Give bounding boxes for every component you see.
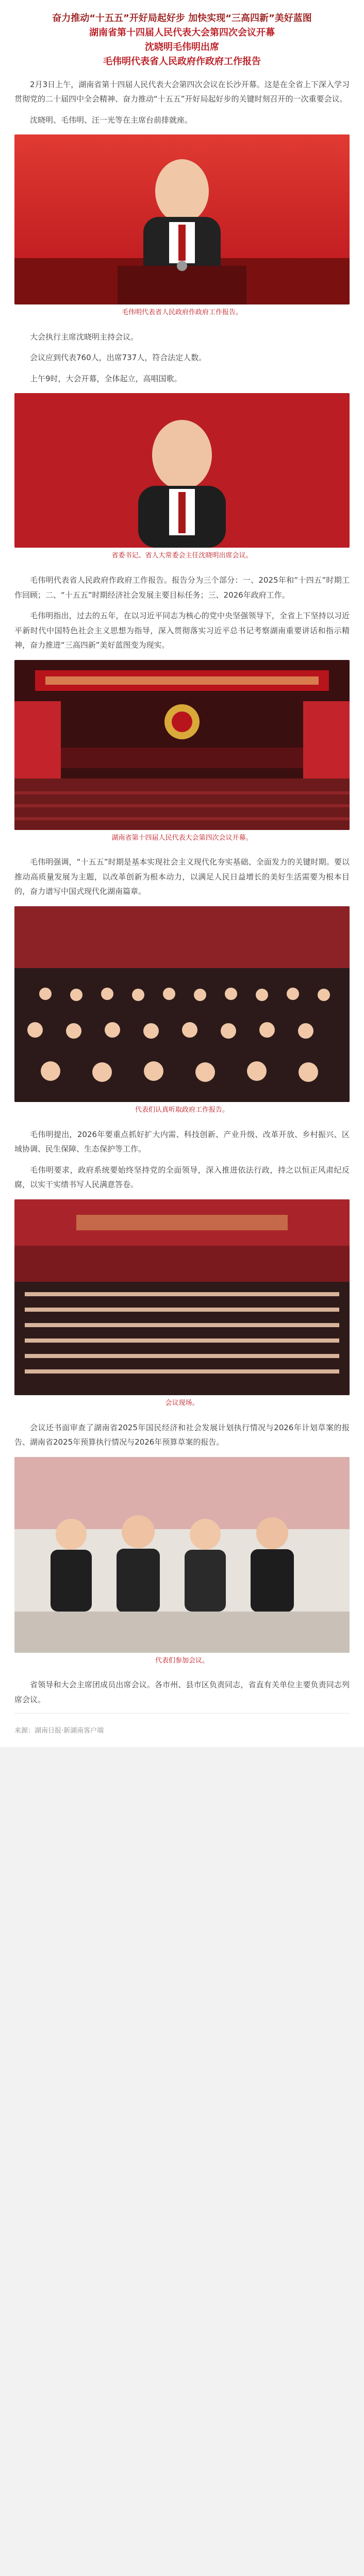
headline-sub: 沈晓明毛伟明出席 xyxy=(145,41,219,53)
photo-delegates xyxy=(14,906,350,1102)
article-body xyxy=(0,327,364,386)
headline-main: 湖南省第十四届人民代表大会第四次会议开幕 xyxy=(89,27,275,38)
paragraph: 大会执行主席沈晓明主持会议。 xyxy=(30,332,139,342)
photo-caption: 代表们参加会议。 xyxy=(155,1656,209,1665)
paragraph: 毛伟明提出，2026年要重点抓好扩大内需、科技创新、产业升级、改革开放、乡村振兴、区域协调、民生保障、生态保护等工作。 xyxy=(14,1129,350,1154)
photo-caption: 代表们认真听取政府工作报告。 xyxy=(135,1106,229,1114)
paragraph: 上午9时，大会开幕，全体起立，高唱国歌。 xyxy=(30,374,182,383)
paragraph: 2月3日上午，湖南省第十四届人民代表大会第四次会议在长沙开幕。这是在全省上下深入学习贯彻党的二十届四中全会精神、奋力推动“十五五”开好局起好步的关键时刻召开的一次重要会议。 xyxy=(14,79,350,104)
photo-assembly-hall xyxy=(14,660,350,830)
paragraph: 会议还书面审查了湖南省2025年国民经济和社会发展计划执行情况与2026年计划草案的报告、湖南省2025年预算执行情况与2026年预算草案的报告。 xyxy=(14,1422,350,1447)
paragraph: 沈晓明、毛伟明、汪一光等在主席台前排就座。 xyxy=(30,115,193,125)
paragraph: 毛伟明要求，政府系统要始终坚持党的全面领导，深入推进依法行政，持之以恒正风肃纪反腐，以实干实绩书写人民满意答卷。 xyxy=(14,1165,350,1190)
article-body xyxy=(0,1124,364,1192)
article-body xyxy=(0,74,364,128)
article-source: 来源：湖南日报·新湖南客户端 xyxy=(14,1727,104,1735)
photo-session xyxy=(14,1457,350,1653)
photo-venue xyxy=(14,1199,350,1395)
paragraph: 会议应到代表760人，出席737人，符合法定人数。 xyxy=(30,353,207,363)
paragraph: 毛伟明指出，过去的五年，在以习近平同志为核心的党中央坚强领导下，全省上下坚持以习近平新时代中国特色社会主义思想为指导，深入贯彻落实习近平总书记考察湖南重要讲话和指示精神，奋力推进“三高四新”美好蓝图变为现实。 xyxy=(14,611,350,650)
paragraph: 省领导和大会主席团成员出席会议。各市州、县市区负责同志，省直有关单位主要负责同志列席会议。 xyxy=(14,1680,350,1704)
article-body xyxy=(0,570,364,653)
photo-speaker-image xyxy=(14,134,350,304)
photo-delegates-image xyxy=(14,906,350,1102)
photo-caption: 毛伟明代表省人民政府作政府工作报告。 xyxy=(121,309,242,317)
photo-official-image xyxy=(14,393,350,548)
article-body xyxy=(0,1674,364,1707)
article-header xyxy=(0,0,364,74)
photo-caption: 省委书记、省人大常委会主任沈晓明出席会议。 xyxy=(111,552,253,560)
divider xyxy=(14,1713,350,1714)
paragraph: 毛伟明代表省人民政府作政府工作报告。报告分为三个部分：一、2025年和“十四五”时期工作回顾；二、“十五五”时期经济社会发展主要目标任务；三、2026年政府工作。 xyxy=(14,575,350,600)
article-body xyxy=(0,852,364,899)
headline-kicker: 奋力推动“十五五”开好局起好步 加快实现“三高四新”美好蓝图 xyxy=(52,13,312,24)
photo-session-image xyxy=(14,1457,350,1653)
photo-caption: 湖南省第十四届人民代表大会第四次会议开幕。 xyxy=(111,834,253,842)
article-body xyxy=(0,1417,364,1450)
photo-assembly-hall-image xyxy=(14,660,350,830)
headline-sub-2: 毛伟明代表省人民政府作政府工作报告 xyxy=(103,56,261,67)
paragraph: 毛伟明强调，“十五五”时期是基本实现社会主义现代化夯实基础、全面发力的关键时期。要以推动高质量发展为主题，以改革创新为根本动力，以满足人民日益增长的美好生活需要为根本目的，奋力谱写中国式现代化湖南篇章。 xyxy=(14,857,350,896)
photo-caption: 会议现场。 xyxy=(165,1399,199,1407)
photo-venue-image xyxy=(14,1199,350,1395)
photo-official xyxy=(14,393,350,548)
photo-speaker xyxy=(14,134,350,304)
